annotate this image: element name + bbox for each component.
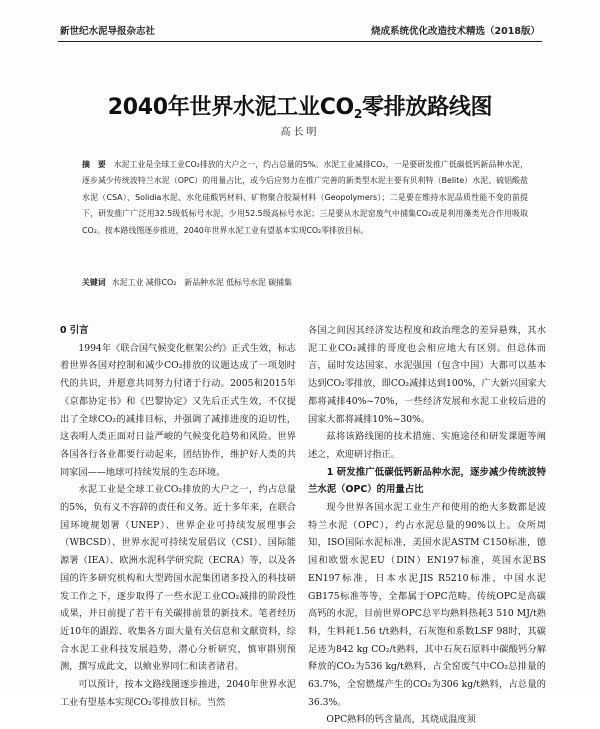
author-name: 高长明 [280, 127, 320, 138]
paragraph: 可以预计，按本文路线图逐步推进，2040年世界水泥工业有望基本实现CO₂零排放目标。当然 [60, 679, 296, 708]
keywords-label: 关键词 [82, 278, 106, 287]
article-title-main: 2040年世界水泥工业CO [107, 95, 354, 120]
section-heading-1: 1 研发推广低碳低钙新品种水泥，逐步减少传统波特兰水泥（OPC）的用量占比 [308, 466, 546, 496]
article-title [60, 90, 540, 121]
paragraph: 兹将该路线图的技术措施、实施途径和研发课题等阐述之，欢迎研讨指正。 [308, 431, 546, 460]
abstract [82, 157, 528, 239]
paragraph: 1994年《联合国气候变化框架公约》正式生效，标志着世界各国对控制和减少CO₂排放的议题达成了一项划时代的共识，并愿意共同努力付诸于行动。2005和2015年《京都协定书》和《巴黎协定》又先后正式生效，不仅提出了全球CO₂的减排目标，并强调了减排进度的迫切性，这表明人类正面对日益严峻的气候变化趋势和风险。世界各国各行各业都要行动起来，团结协作，维护好人类的共同家园——地球可持续发展的生态环境。 [60, 342, 296, 478]
paragraph: 各国之间因其经济发达程度和政治理念的差异悬殊，其水泥工业CO₂减排的哥度也会相应地大有区别。但总体而言，届时发达国家、水泥强国（包含中国）大都可以基本达到CO₂零排放，即CO₂减排达到100%，广大新兴国家大都将减排40%~70%，一些经济发展和水泥工业较后进的国家大都将减排10%~30%。 [308, 325, 546, 425]
article-title-subscript: 2 [353, 107, 363, 121]
abstract-text: 水泥工业是全球工业CO₂排放的大户之一，约占总量的5%。水泥工业减排CO₂，一是要研发推广低碳低钙新品种水泥，逐步减少传统波特兰水泥（OPC）的用量占比，或今后应努力在推广完善的新类型水泥主要有贝利特（Belite）水泥、硫铝酸盐水泥（CSA）、Solidia水泥、水化硅酸钙材料、矿物聚合胶凝材料（Geopolymers）；二是要在维持水泥品质性能不变的前提下，研发推广广泛用32.5级低标号水泥，少用52.5级高标号水泥；三是要从水泥窑废气中捕集CO₂或是利用藻类光合作用吸取CO₂。按本路线图逐步推进，2040年世界水泥工业有望基本实现CO₂零排放目标。 [82, 160, 528, 235]
abstract-label: 摘 要 [82, 160, 106, 169]
running-header [60, 23, 540, 37]
header-divider [58, 41, 542, 42]
left-column [60, 322, 296, 711]
paragraph: 现今世界各国水泥工业生产和使用的绝大多数都是波特兰水泥（OPC），约占水泥总量的90%以上。众所周知，ISO国际水泥标准，美国水泥ASTM C150标准，德国和欧盟水泥EU（DIN）EN197标准，英国水泥BS EN197标准，日本水泥JIS R5210标准，中国水泥GB175标准等等，全都属于OPC范畴。传统OPC是高碳高钙的水泥，目前世界OPC总平均熟料热耗3 510 MJ/t熟料，生料耗1.56 t/t熟料，石灰饱和系数LSF 98时，其碳足迹为842 kg CO₂/t熟料，其中石灰石原料中碳酸钙分解释放的CO₂为536 kg/t熟料，占全窑废气中CO₂总排量的63.7%，全窑燃煤产生的CO₂为306 kg/t熟料，占总量的36.3%。 [308, 502, 546, 708]
keywords [82, 275, 528, 291]
keywords-text: 水泥工业 减排CO₂ 新品种水泥 低标号水泥 碳捕集 [111, 278, 292, 287]
paragraph: OPC熟料的钙含量高，其烧成温度须 [326, 714, 476, 726]
publisher-name: 新世纪水泥导报杂志社 [60, 26, 156, 37]
paragraph: 水泥工业是全球工业CO₂排放的大户之一，约占总量的5%，负有义不容辞的责任和义务。近十多年来，在联合国环境规划署（UNEP）、世界企业可持续发展理事会（WBCSD）、世界水泥可持续发展倡议（CSI）、国际能源署（IEA）、欧洲水泥科学研究院（ECRA）等，以及各国的许多研究机构和大型跨国水泥集团诸多投入的科技研发工作之下，逐步取得了一些水泥工业CO₂减排的阶段性成果，并日前提了若干有关碳排前景的新技术。笔者经历近10年的跟踪、收集各方面大量有关信息和文献资料，综合水泥工业科技发展趋势，潜心分析研究，慎审斟别预测，撰写成此文，以飨业界同仁和读者诸君。 [60, 484, 296, 673]
section-heading-intro: 0 引言 [60, 325, 89, 336]
article-title-tail: 零排放路线图 [362, 95, 493, 120]
collection-title: 烧成系统优化改造技术精选（2018版） [371, 26, 540, 37]
right-column [308, 322, 546, 729]
